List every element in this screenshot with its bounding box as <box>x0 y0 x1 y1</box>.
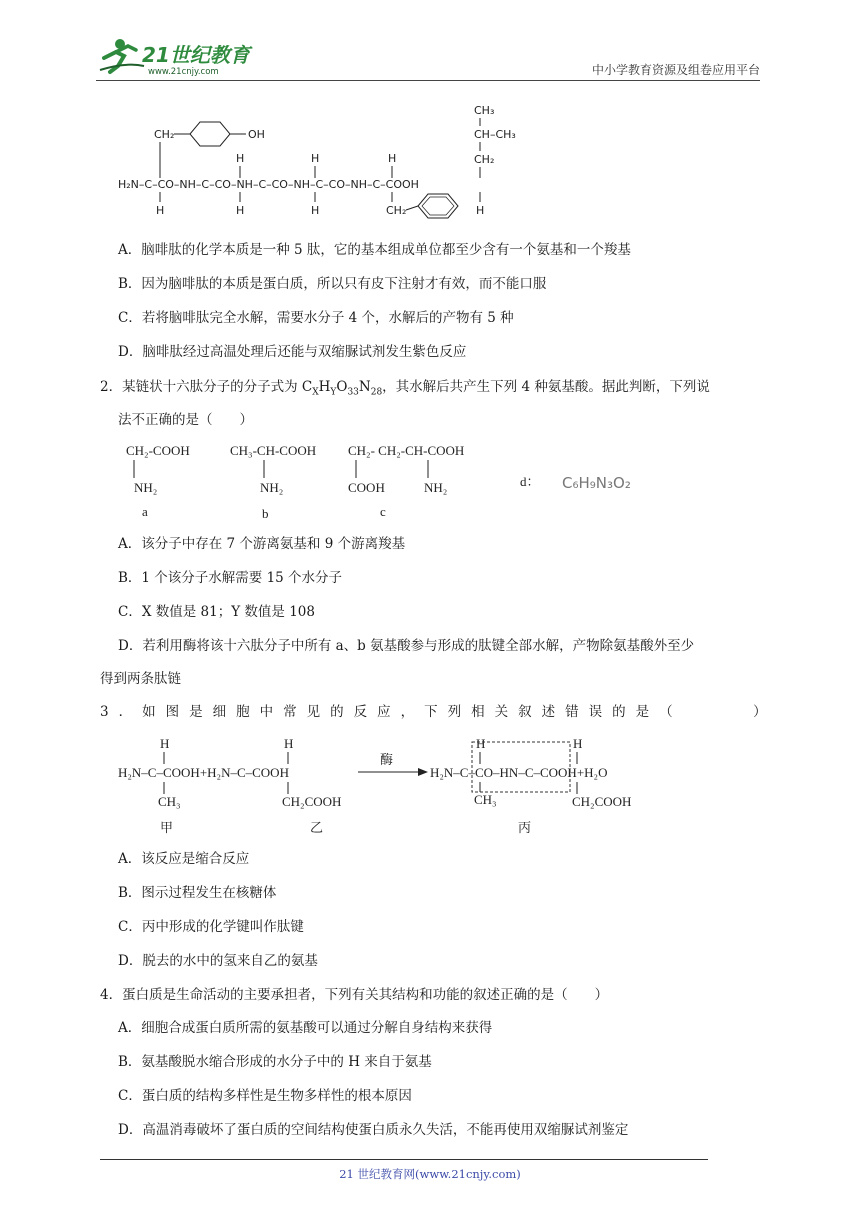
q3-product: H₂N–C–CO–HN–C–COOH+H₂O <box>430 765 608 780</box>
q1-h-top-2: H <box>236 152 245 165</box>
q3-stem: 3．如图是细胞中常见的反应，下列相关叙述错误的是（ ） <box>100 704 777 720</box>
page-header <box>96 36 760 80</box>
q3-option-c: C．丙中形成的化学键叫作肽键 <box>118 919 304 935</box>
q1-h-bottom-1: H <box>156 204 165 217</box>
q1-h-bottom-5: H <box>476 204 485 217</box>
q2-acid-d-formula: C₆H₉N₃O₂ <box>562 474 631 492</box>
q3-label-jia: 甲 <box>160 820 174 835</box>
q2-option-b: B．1 个该分子水解需要 15 个水分子 <box>118 570 343 586</box>
q2-option-d-continued: 得到两条肽链 <box>100 671 181 687</box>
q1-h-bottom-3: H <box>311 204 320 217</box>
q1-benzene-ring-top <box>190 122 230 146</box>
q2-acid-a-label: a <box>142 504 148 519</box>
q1-ch2-phe-label: CH₂ <box>386 204 407 217</box>
q1-oh-label: OH <box>248 128 265 141</box>
q2-amino-acids-diagram <box>118 438 658 523</box>
header-divider <box>96 80 760 81</box>
q4-option-c: C．蛋白质的结构多样性是生物多样性的根本原因 <box>118 1088 412 1104</box>
q1-h-top-3: H <box>311 152 320 165</box>
q2-acid-a-top: CH₂-COOH <box>126 443 190 458</box>
q1-option-b: B．因为脑啡肽的本质是蛋白质，所以只有皮下注射才有效，而不能口服 <box>118 276 547 292</box>
q1-option-c: C．若将脑啡肽完全水解，需要水分子 4 个，水解后的产物有 5 种 <box>118 310 514 326</box>
q2-acid-c-label: c <box>380 504 386 519</box>
q1-benzene-ring-bottom <box>418 194 458 218</box>
q2-acid-c-cooh: COOH <box>348 480 385 495</box>
q3-option-d: D．脱去的水中的氢来自乙的氨基 <box>118 953 318 969</box>
q4-stem: 4．蛋白质是生命活动的主要承担者，下列有关其结构和功能的叙述正确的是（ ） <box>100 987 609 1003</box>
q1-structure-diagram <box>118 98 548 223</box>
q1-option-d: D．脑啡肽经过高温处理后还能与双缩脲试剂发生紫色反应 <box>118 344 467 360</box>
q2-acid-b-nh2: NH₂ <box>260 480 284 495</box>
logo-url: www.21cnjy.com <box>148 67 219 77</box>
footer-divider <box>100 1159 708 1160</box>
q2-acid-b-top: CH₃-CH-COOH <box>230 443 317 458</box>
q4-option-b: B．氨基酸脱水缩合形成的水分子中的 H 来自于氨基 <box>118 1054 432 1070</box>
q2-acid-d-label: d： <box>520 474 540 489</box>
q2-stem-line1: 2．某链状十六肽分子的分子式为 $C_XH_YO_{33}N_{28}$，其水解后共产生下列 4 种氨基酸。据此判断，下列说 <box>100 379 710 398</box>
q2-acid-a-nh2: NH₂ <box>134 480 158 495</box>
q2-stem-line2: 法不正确的是（ ） <box>118 412 253 428</box>
q3-option-a: A．该反应是缩合反应 <box>118 851 250 867</box>
q1-ch2-tyr-label: CH₂ <box>154 128 175 141</box>
q3-enzyme-label: 酶 <box>380 752 394 767</box>
q4-option-d: D．高温消毒破坏了蛋白质的空间结构使蛋白质永久失活，不能再使用双缩脲试剂鉴定 <box>118 1122 629 1138</box>
q1-h-bottom-2: H <box>236 204 245 217</box>
q2-acid-c-top: CH₂- CH₂-CH-COOH <box>348 443 465 458</box>
q3-h-bing-top1: H <box>476 736 486 751</box>
q3-bing-ch3: CH₃ <box>474 792 497 807</box>
q1-ch2-leu-label: CH₂ <box>474 153 495 166</box>
q1-h-top-4: H <box>388 152 397 165</box>
footer-text: 21 世纪教育网(www.21cnjy.com) <box>339 1167 521 1181</box>
q3-option-b: B．图示过程发生在核糖体 <box>118 885 277 901</box>
q3-h-jia-top: H <box>160 736 170 751</box>
q1-option-a: A．脑啡肽的化学本质是一种 5 肽，它的基本组成单位都至少含有一个氨基和一个羧基 <box>118 242 631 258</box>
q1-ch-ch3-label: CH–CH₃ <box>474 128 516 141</box>
q3-h-yi-top: H <box>284 736 294 751</box>
q2-acid-c-nh2: NH₂ <box>424 480 448 495</box>
q1-ch3-label: CH₃ <box>474 104 495 117</box>
q1-main-chain: H₂N–C–CO–NH–C–CO–NH–C–CO–NH–C–CO–NH–C–COOH <box>118 178 419 191</box>
q3-reaction-diagram <box>118 734 698 839</box>
q2-option-c: C．X 数值是 81；Y 数值是 108 <box>118 604 315 620</box>
q2-acid-b-label: b <box>262 506 269 521</box>
q4-option-a: A．细胞合成蛋白质所需的氨基酸可以通过分解自身结构来获得 <box>118 1020 493 1036</box>
q3-jia-ch3: CH₃ <box>158 794 181 809</box>
logo-text: 21世纪教育 <box>142 43 250 67</box>
q3-yi-ch2cooh: CH₂COOH <box>282 794 342 809</box>
q2-option-a: A．该分子中存在 7 个游离氨基和 9 个游离羧基 <box>118 536 406 552</box>
q2-option-d: D．若利用酶将该十六肽分子中所有 a、b 氨基酸参与形成的肽键全部水解，产物除氨基酸外至少 <box>118 638 695 654</box>
q3-bing-ch2cooh: CH₂COOH <box>572 794 632 809</box>
logo <box>96 36 266 78</box>
q3-label-bing: 丙 <box>518 820 532 835</box>
runner-logo-icon <box>100 39 144 72</box>
header-platform-text: 中小学教育资源及组卷应用平台 <box>591 63 760 77</box>
q3-label-yi: 乙 <box>310 820 324 835</box>
q3-h-bing-top2: H <box>573 736 583 751</box>
q3-reactants: H₂N–C–COOH+H₂N–C–COOH <box>118 765 289 780</box>
